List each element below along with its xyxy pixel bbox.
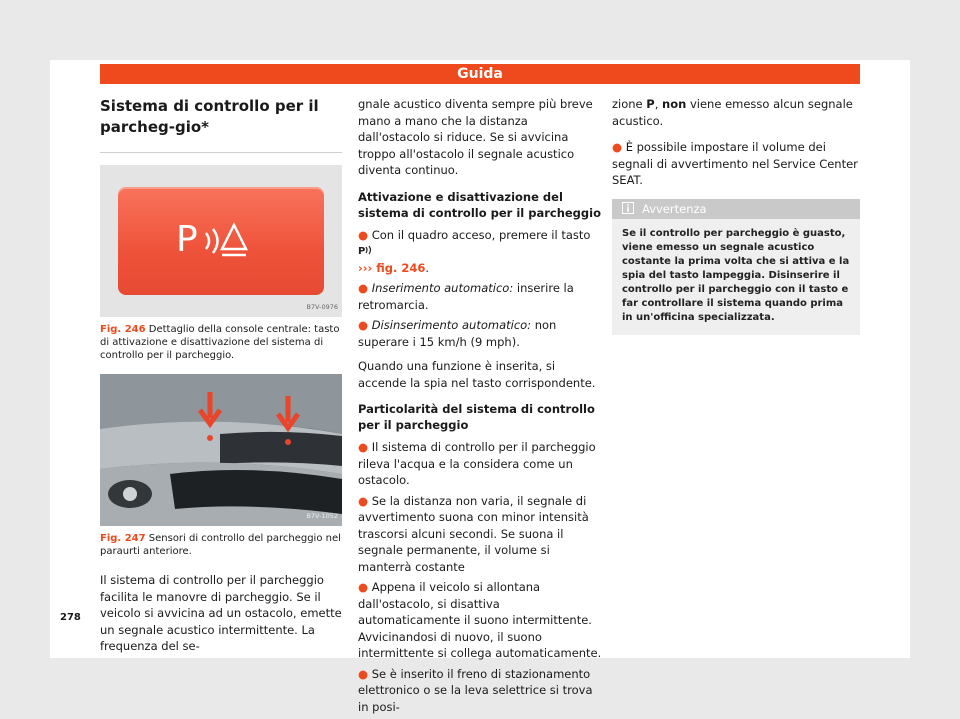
figure-caption [100,323,342,362]
figure-246 [100,165,342,317]
note-header [612,199,860,219]
bullet-icon: ● [358,493,372,508]
bullet-icon: ● [358,281,372,295]
figure-247 [100,374,342,526]
figure-code: B7V-1052 [306,511,338,520]
figure-number: Fig. 246 [100,324,146,335]
list-item: ● Appena il veicolo si allontana dall'ostacolo, si disattiva automaticamente il suono intermittente. Avvicinandosi di nuovo, il suono intermittente si collega automaticamente. [358,580,602,660]
parking-button-image [118,187,324,295]
heading-features: Particolarità del sistema di controllo per il parcheggio [358,402,595,432]
caption-text: Sensori di controllo del parcheggio nel paraurti anteriore. [100,533,341,557]
divider [100,152,342,153]
list-item: ● Il sistema di controllo per il parcheggio rileva l'acqua e la considera come un ostacolo. [358,440,596,487]
figure-caption [100,532,342,558]
function-paragraph: Quando una funzione è inserita, si accende la spia nel tasto corrispondente. [358,359,596,390]
bullet-icon: ● [358,227,372,242]
park-assist-symbol-icon [176,219,268,259]
chapter-header: Guida [100,64,860,84]
warning-note [612,199,860,335]
caption-text: Dettaglio della console centrale: tasto di attivazione e disattivazione del sistema di controllo per il parcheggio. [100,324,340,361]
info-icon [622,202,634,214]
figure-number: Fig. 247 [100,533,146,544]
list-item: ● Se la distanza non varia, il segnale di avvertimento suona con minor intensità trascorsi alcuni secondi. Se suona il segnale permanente, il volume si manterrà costante [358,493,589,574]
list-item: ● Inserimento automatico: inserire la retromarcia. [358,281,574,312]
svg-text:P: P [358,246,366,255]
figure-code: B7V-0976 [306,302,338,311]
continued-paragraph: zione P, non viene emesso alcun segnale acustico. [612,97,853,128]
heading-activation: Attivazione e disattivazione del sistema di controllo per il parcheggio [358,189,601,220]
middle-column [358,96,602,719]
continued-paragraph: gnale acustico diventa sempre più breve mano a mano che la distanza dall'ostacolo si riduce. Se si avvicina troppo all'ostacolo il segnale acustico diventa continuo. [358,97,593,177]
section-title: Sistema di controllo per il parcheg-gio* [100,97,319,136]
list-item: ● Con il quadro acceso, premere il tasto P ››› fig. 246. [358,227,591,275]
right-column [612,96,860,335]
figure-link[interactable]: ››› fig. 246 [358,260,426,275]
bullet-icon: ● [358,440,372,454]
bullet-icon: ● [358,318,372,332]
left-column [100,96,342,665]
list-item: ● Disinserimento automatico: non superare i 15 km/h (9 mph). [358,318,557,349]
page-number: 278 [60,612,81,623]
car-bumper-photo [100,374,342,526]
list-item: ● È possibile impostare il volume dei segnali di avvertimento nel Service Center SEAT. [612,140,858,187]
note-text: Se il controllo per parcheggio è guasto, viene emesso un segnale acustico costante la prima volta che si attiva e la spia del tasto lampeggia. Disinserire il controllo per il parcheggio con il tasto e far controllare il sistema quando prima in un'officina specializzata. [622,227,850,323]
note-title: Avvertenza [642,201,707,216]
intro-paragraph: Il sistema di controllo per il parcheggio facilita le manovre di parcheggio. Se il veicolo si avvicina ad un ostacolo, emette un segnale acustico intermittente. La frequenza del se- [100,573,342,653]
bullet-icon: ● [612,140,626,154]
list-item: ● Se è inserito il freno di stazionamento elettronico o se la leva selettrice si trova in posi- [358,666,593,714]
bullet-icon: ● [358,666,372,681]
svg-text:P: P [176,219,198,259]
bullet-icon: ● [358,580,372,594]
park-assist-icon [358,244,374,255]
